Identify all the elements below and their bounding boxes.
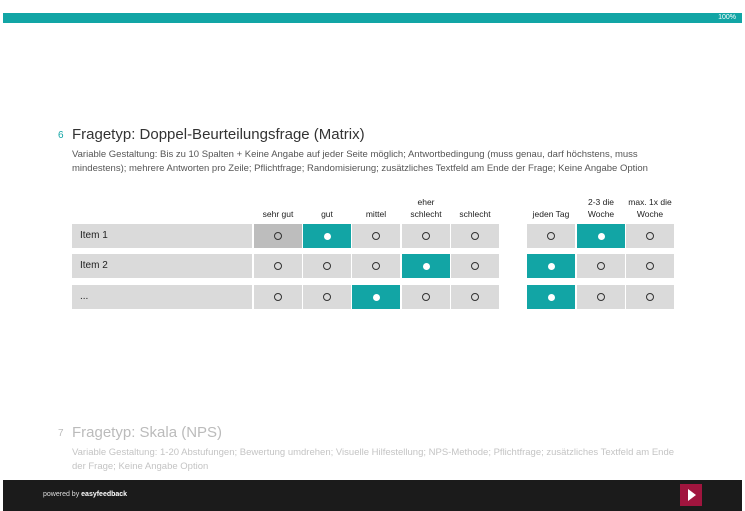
play-arrow-icon [688,489,696,501]
brand-name: easyfeedback [81,491,128,498]
matrix-radio-cell[interactable] [303,224,351,248]
matrix-radio-cell[interactable] [577,224,625,248]
radio-selected-icon [548,263,555,270]
matrix-radio-cell[interactable] [626,285,674,309]
matrix-row-label: Item 2 [72,254,252,278]
radio-empty-icon [422,232,430,240]
column-header: sehr gut [262,209,294,219]
next-page-button[interactable] [680,484,702,506]
matrix-radio-cell[interactable] [451,254,499,278]
column-header: 2-3 die Woche [587,197,615,219]
column-header: jeden Tag [532,209,570,219]
radio-selected-icon [423,263,430,270]
radio-empty-icon [274,293,282,301]
matrix-radio-cell[interactable] [254,254,302,278]
column-header: eher schlecht [410,197,442,219]
question-7 [58,424,688,474]
radio-empty-icon [372,232,380,240]
radio-empty-icon [597,293,605,301]
radio-empty-icon [646,262,654,270]
radio-selected-icon [324,233,331,240]
question-title: Fragetyp: Skala (NPS) [72,424,223,441]
radio-selected-icon [373,294,380,301]
radio-empty-icon [422,293,430,301]
radio-empty-icon [274,232,282,240]
radio-empty-icon [646,232,654,240]
footer [3,480,742,511]
column-header: mittel [365,209,387,219]
matrix-radio-cell[interactable] [451,224,499,248]
powered-by-prefix: powered by [43,491,80,498]
radio-empty-icon [372,262,380,270]
matrix-radio-cell[interactable] [254,285,302,309]
question-description: Variable Gestaltung: Bis zu 10 Spalten + Keine Angabe auf jeder Seite möglich; Antwortbedingung (muss genau, darf höchstens, muss mindestens); mehrere Antworten pro Zeile; Pflichtfrage; Randomisierung; zusätzliches Textfeld am Ende der Frage; Keine Angabe Option [72,149,648,174]
radio-selected-icon [548,294,555,301]
radio-empty-icon [471,262,479,270]
radio-empty-icon [646,293,654,301]
matrix-radio-cell[interactable] [352,254,400,278]
matrix-radio-cell[interactable] [402,254,450,278]
question-number: 7 [58,428,64,439]
question-title: Fragetyp: Doppel-Beurteilungsfrage (Matrix) [72,126,365,143]
radio-empty-icon [597,262,605,270]
question-6 [58,126,688,176]
matrix-radio-cell[interactable] [527,254,575,278]
radio-empty-icon [274,262,282,270]
matrix-radio-cell[interactable] [626,254,674,278]
matrix-radio-cell[interactable] [402,224,450,248]
radio-empty-icon [471,293,479,301]
matrix-radio-cell[interactable] [352,285,400,309]
matrix-radio-cell[interactable] [303,254,351,278]
matrix-radio-cell[interactable] [352,224,400,248]
progress-bar [3,13,742,23]
radio-empty-icon [323,293,331,301]
matrix-radio-cell[interactable] [577,254,625,278]
radio-selected-icon [598,233,605,240]
question-number: 6 [58,130,64,141]
matrix-row-label: Item 1 [72,224,252,248]
matrix-radio-cell[interactable] [527,224,575,248]
matrix-radio-cell[interactable] [527,285,575,309]
radio-empty-icon [547,232,555,240]
column-header: max. 1x die Woche [628,197,672,219]
matrix-radio-cell[interactable] [451,285,499,309]
progress-percent: 100% [718,14,736,21]
matrix-radio-cell[interactable] [402,285,450,309]
matrix-radio-cell[interactable] [254,224,302,248]
radio-empty-icon [471,232,479,240]
matrix-radio-cell[interactable] [303,285,351,309]
progress-bar-fill [3,13,742,23]
matrix-radio-cell[interactable] [577,285,625,309]
question-description: Variable Gestaltung: 1-20 Abstufungen; Bewertung umdrehen; Visuelle Hilfestellung; NPS-Methode; Pflichtfrage; zusätzliches Textfeld am Ende der Frage; Keine Angabe Option [72,447,675,472]
column-header: gut [321,209,333,219]
column-header: schlecht [459,209,491,219]
matrix-row-label: ... [72,285,252,309]
matrix-radio-cell[interactable] [626,224,674,248]
radio-empty-icon [323,262,331,270]
powered-by [43,491,127,498]
